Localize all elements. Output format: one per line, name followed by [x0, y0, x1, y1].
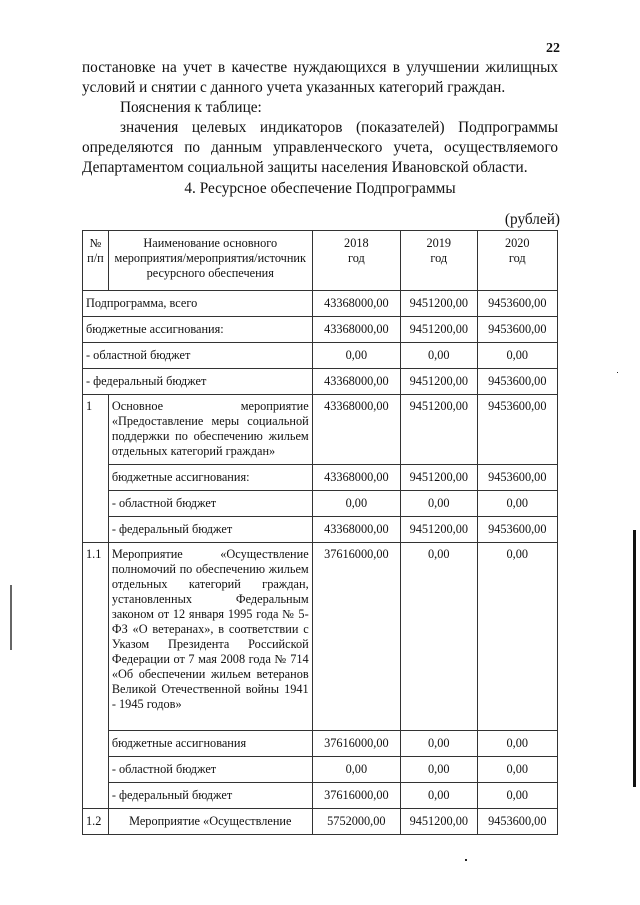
header-2018 — [312, 231, 400, 291]
header-2018-year: 2018 — [344, 236, 369, 250]
table-row — [83, 291, 558, 317]
table-row — [83, 731, 558, 757]
row-2018: 37616000,00 — [312, 783, 400, 809]
intro-line: постановке на учет в качестве нуждающихся в улучшении жилищных — [82, 59, 558, 76]
table-row — [83, 317, 558, 343]
row-name: - областной бюджет — [83, 343, 313, 369]
row-2019: 9451200,00 — [401, 317, 478, 343]
row-2020: 0,00 — [477, 783, 557, 809]
row-num: 1.1 — [83, 543, 109, 809]
row-2019: 0,00 — [401, 731, 478, 757]
row-num: 1 — [83, 395, 109, 543]
row-2020: 0,00 — [477, 731, 557, 757]
row-name: Подпрограмма, всего — [83, 291, 313, 317]
row-2019: 9451200,00 — [401, 369, 478, 395]
notes-line: Департаментом социальной защиты населения Ивановской области. — [82, 159, 528, 176]
table-row — [83, 783, 558, 809]
header-2019 — [401, 231, 478, 291]
row-2018: 37616000,00 — [312, 543, 400, 731]
row-2020: 0,00 — [477, 491, 557, 517]
row-2019: 9451200,00 — [401, 291, 478, 317]
table-row — [83, 757, 558, 783]
resource-table — [82, 230, 558, 835]
table-row — [83, 517, 558, 543]
header-2018-label: год — [347, 251, 365, 265]
row-name: - федеральный бюджет — [108, 783, 312, 809]
row-name: Мероприятие «Осуществление полномочий по обеспечению жильем отдельных категорий граждан, установленных Федеральным законом от 12 января 1995 года № 5-ФЗ «О ветеранах», в соответствии с Указом Президента Российской Федерации от 7 мая 2008 года № 714 «Об обеспечении жильем ветеранов Великой Отечественной войны 1941 - 1945 годов» — [108, 543, 312, 731]
header-2020-year: 2020 — [504, 236, 530, 250]
row-name: бюджетные ассигнования: — [83, 317, 313, 343]
row-2019: 0,00 — [401, 543, 478, 731]
table-row — [83, 809, 558, 835]
row-2019: 9451200,00 — [401, 465, 478, 491]
row-2019: 9451200,00 — [401, 517, 478, 543]
header-2020 — [477, 231, 557, 291]
units-label: (рублей) — [504, 211, 560, 228]
notes-line: определяются по данным управленческого учета, осуществляемого — [82, 139, 558, 156]
row-name: Мероприятие «Осуществление — [108, 809, 312, 835]
row-2020: 9453600,00 — [477, 517, 557, 543]
table-row — [83, 395, 558, 465]
row-num: 1.2 — [83, 809, 109, 835]
header-2019-year: 2019 — [426, 236, 452, 250]
row-2020: 9453600,00 — [477, 465, 557, 491]
row-name: Основное мероприятие «Предоставление меры социальной поддержки по обеспечению жильем отдельных категорий граждан» — [108, 395, 312, 465]
header-2020-label: год — [508, 251, 526, 265]
row-name: бюджетные ассигнования: — [108, 465, 312, 491]
header-num: № п/п — [83, 231, 109, 291]
scan-mark-right — [633, 530, 636, 787]
header-2019-label: год — [430, 251, 448, 265]
row-2019: 0,00 — [401, 757, 478, 783]
table-row — [83, 369, 558, 395]
table-row — [83, 465, 558, 491]
row-2020: 9453600,00 — [477, 317, 557, 343]
row-2018: 43368000,00 — [312, 317, 400, 343]
table-header-row — [83, 231, 558, 291]
intro-paragraph-continuation — [82, 58, 558, 98]
row-2019: 9451200,00 — [401, 395, 478, 465]
table-row — [83, 343, 558, 369]
row-name: - федеральный бюджет — [83, 369, 313, 395]
row-name: - областной бюджет — [108, 491, 312, 517]
notes-line: значения целевых индикаторов (показателей) Подпрограммы — [120, 119, 558, 136]
row-2020: 9453600,00 — [477, 395, 557, 465]
row-2018: 0,00 — [312, 343, 400, 369]
row-2018: 43368000,00 — [312, 465, 400, 491]
row-2020: 0,00 — [477, 343, 557, 369]
row-2018: 37616000,00 — [312, 731, 400, 757]
row-name: бюджетные ассигнования — [108, 731, 312, 757]
table-notes-heading: Пояснения к таблице: — [120, 99, 262, 116]
intro-line: условий и снятии с данного учета указанных категорий граждан. — [82, 79, 506, 96]
header-name: Наименование основного мероприятия/мероприятия/источник ресурсного обеспечения — [108, 231, 312, 291]
row-2020: 0,00 — [477, 543, 557, 731]
row-2020: 0,00 — [477, 757, 557, 783]
row-2018: 43368000,00 — [312, 291, 400, 317]
row-2018: 43368000,00 — [312, 517, 400, 543]
table-row — [83, 491, 558, 517]
row-2018: 0,00 — [312, 757, 400, 783]
row-2020: 9453600,00 — [477, 809, 557, 835]
row-2018: 5752000,00 — [312, 809, 400, 835]
row-2018: 0,00 — [312, 491, 400, 517]
table-row — [83, 543, 558, 731]
page-number: 22 — [546, 41, 560, 56]
row-2020: 9453600,00 — [477, 291, 557, 317]
scan-speck — [465, 859, 467, 861]
row-2019: 0,00 — [401, 343, 478, 369]
section-title: 4. Ресурсное обеспечение Подпрограммы — [184, 180, 456, 197]
row-2018: 43368000,00 — [312, 395, 400, 465]
row-2020: 9453600,00 — [477, 369, 557, 395]
row-name: - федеральный бюджет — [108, 517, 312, 543]
row-2018: 43368000,00 — [312, 369, 400, 395]
row-2019: 0,00 — [401, 783, 478, 809]
scan-mark-left — [10, 585, 12, 650]
row-name: - областной бюджет — [108, 757, 312, 783]
row-2019: 0,00 — [401, 491, 478, 517]
scan-speck — [617, 372, 618, 373]
row-2019: 9451200,00 — [401, 809, 478, 835]
table-notes-paragraph — [82, 118, 558, 178]
